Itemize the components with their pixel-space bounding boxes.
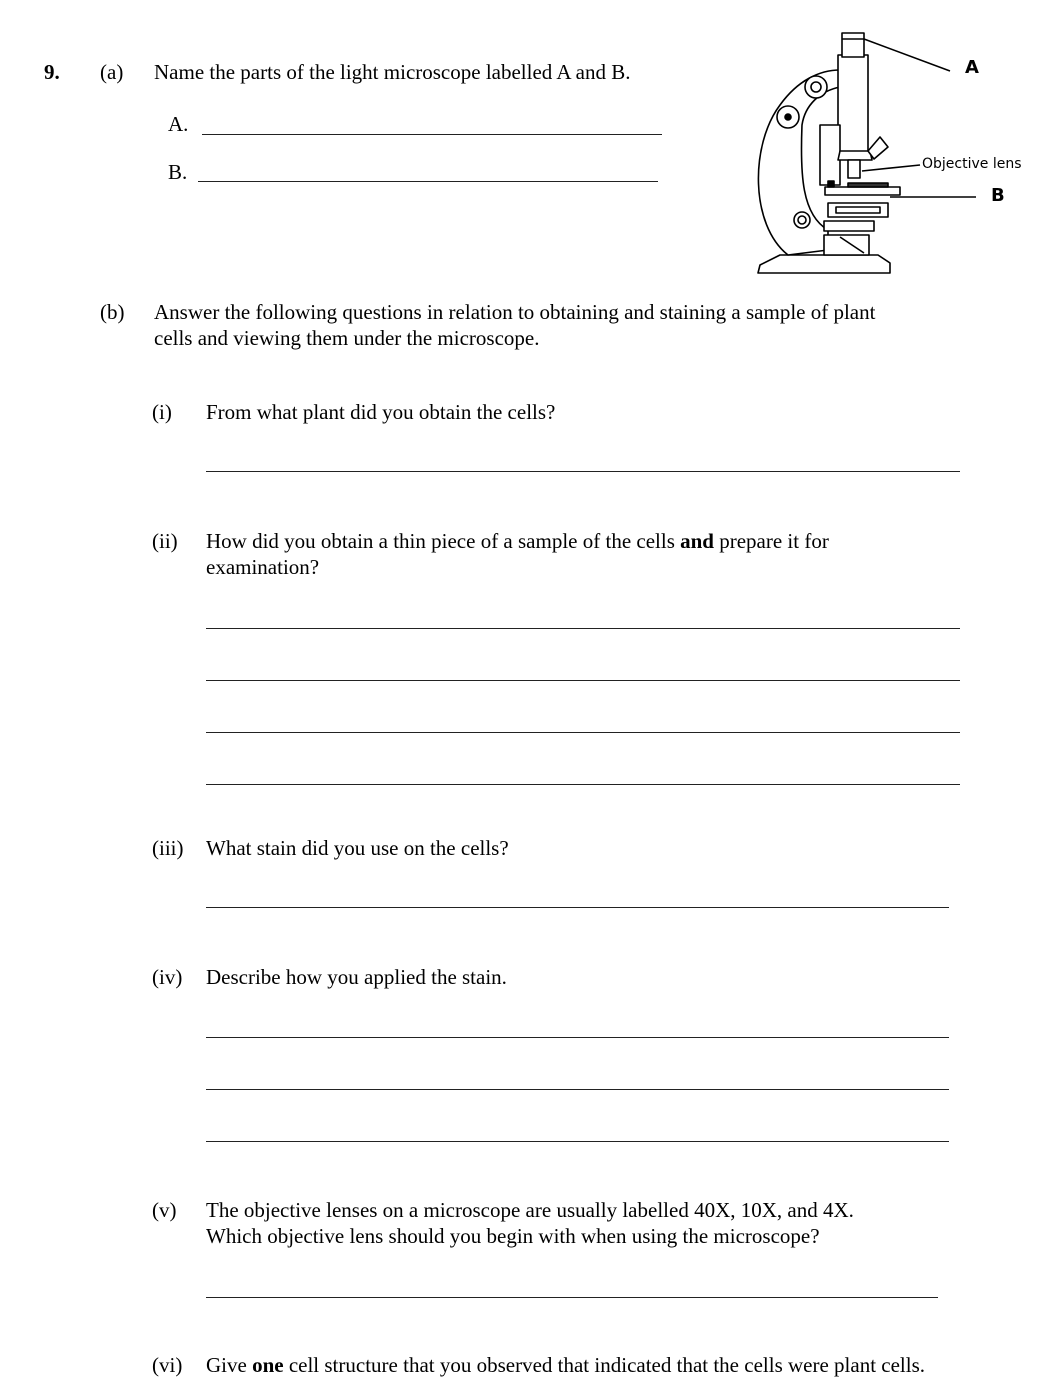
q4-answer-line-1[interactable] (206, 1037, 949, 1038)
q1-answer-line[interactable] (206, 471, 960, 472)
q3-answer-line[interactable] (206, 907, 949, 908)
q5-text-line1: The objective lenses on a microscope are usually labelled 40X, 10X, and 4X. (206, 1198, 854, 1222)
answer-a-line[interactable] (202, 134, 662, 135)
q6-number: (vi) (152, 1353, 183, 1377)
q1-number: (i) (152, 400, 172, 424)
q1-text: From what plant did you obtain the cells? (206, 400, 556, 424)
q2-number: (ii) (152, 529, 178, 553)
q5-answer-line[interactable] (206, 1297, 938, 1298)
eyepiece (842, 33, 864, 57)
part-b-label: (b) (100, 300, 125, 324)
part-a-label: (a) (100, 60, 124, 84)
q4-number: (iv) (152, 965, 183, 989)
answer-b-label: B. (168, 160, 188, 184)
q3-number: (iii) (152, 836, 184, 860)
q5-text-line2: Which objective lens should you begin with when using the microscope? (206, 1224, 820, 1248)
q2-text-line2: examination? (206, 555, 320, 579)
answer-a-label: A. (168, 112, 189, 136)
q4-answer-line-2[interactable] (206, 1089, 949, 1090)
answer-b-line[interactable] (198, 181, 658, 182)
diagram-label-b: B (991, 185, 1005, 206)
question-number: 9. (44, 60, 60, 84)
body-tube (838, 55, 868, 155)
q2-text-line1: How did you obtain a thin piece of a sample of the cells and prepare it for (206, 529, 829, 553)
q4-answer-line-3[interactable] (206, 1141, 949, 1142)
nosepiece (838, 151, 872, 160)
part-a-prompt: Name the parts of the light microscope labelled A and B. (154, 60, 631, 84)
q3-text: What stain did you use on the cells? (206, 836, 509, 860)
microscope-diagram (740, 25, 1040, 285)
q4-text: Describe how you applied the stain. (206, 965, 507, 989)
diagram-label-objective: Objective lens (922, 156, 1022, 172)
q5-number: (v) (152, 1198, 177, 1222)
q2-answer-line-3[interactable] (206, 732, 960, 733)
part-b-intro-line1: Answer the following questions in relation to obtaining and staining a sample of plant (154, 300, 876, 324)
pointer-objective (862, 165, 920, 171)
q2-answer-line-2[interactable] (206, 680, 960, 681)
q2-answer-line-1[interactable] (206, 628, 960, 629)
objective-lens (848, 160, 860, 178)
pointer-a (864, 39, 950, 71)
part-b-intro-line2: cells and viewing them under the microscope. (154, 326, 540, 350)
microscope-base (758, 255, 890, 273)
q6-text: Give one cell structure that you observed that indicated that the cells were plant cells. (206, 1353, 926, 1377)
stage (825, 187, 900, 195)
diagram-label-a: A (965, 57, 979, 78)
q2-answer-line-4[interactable] (206, 784, 960, 785)
